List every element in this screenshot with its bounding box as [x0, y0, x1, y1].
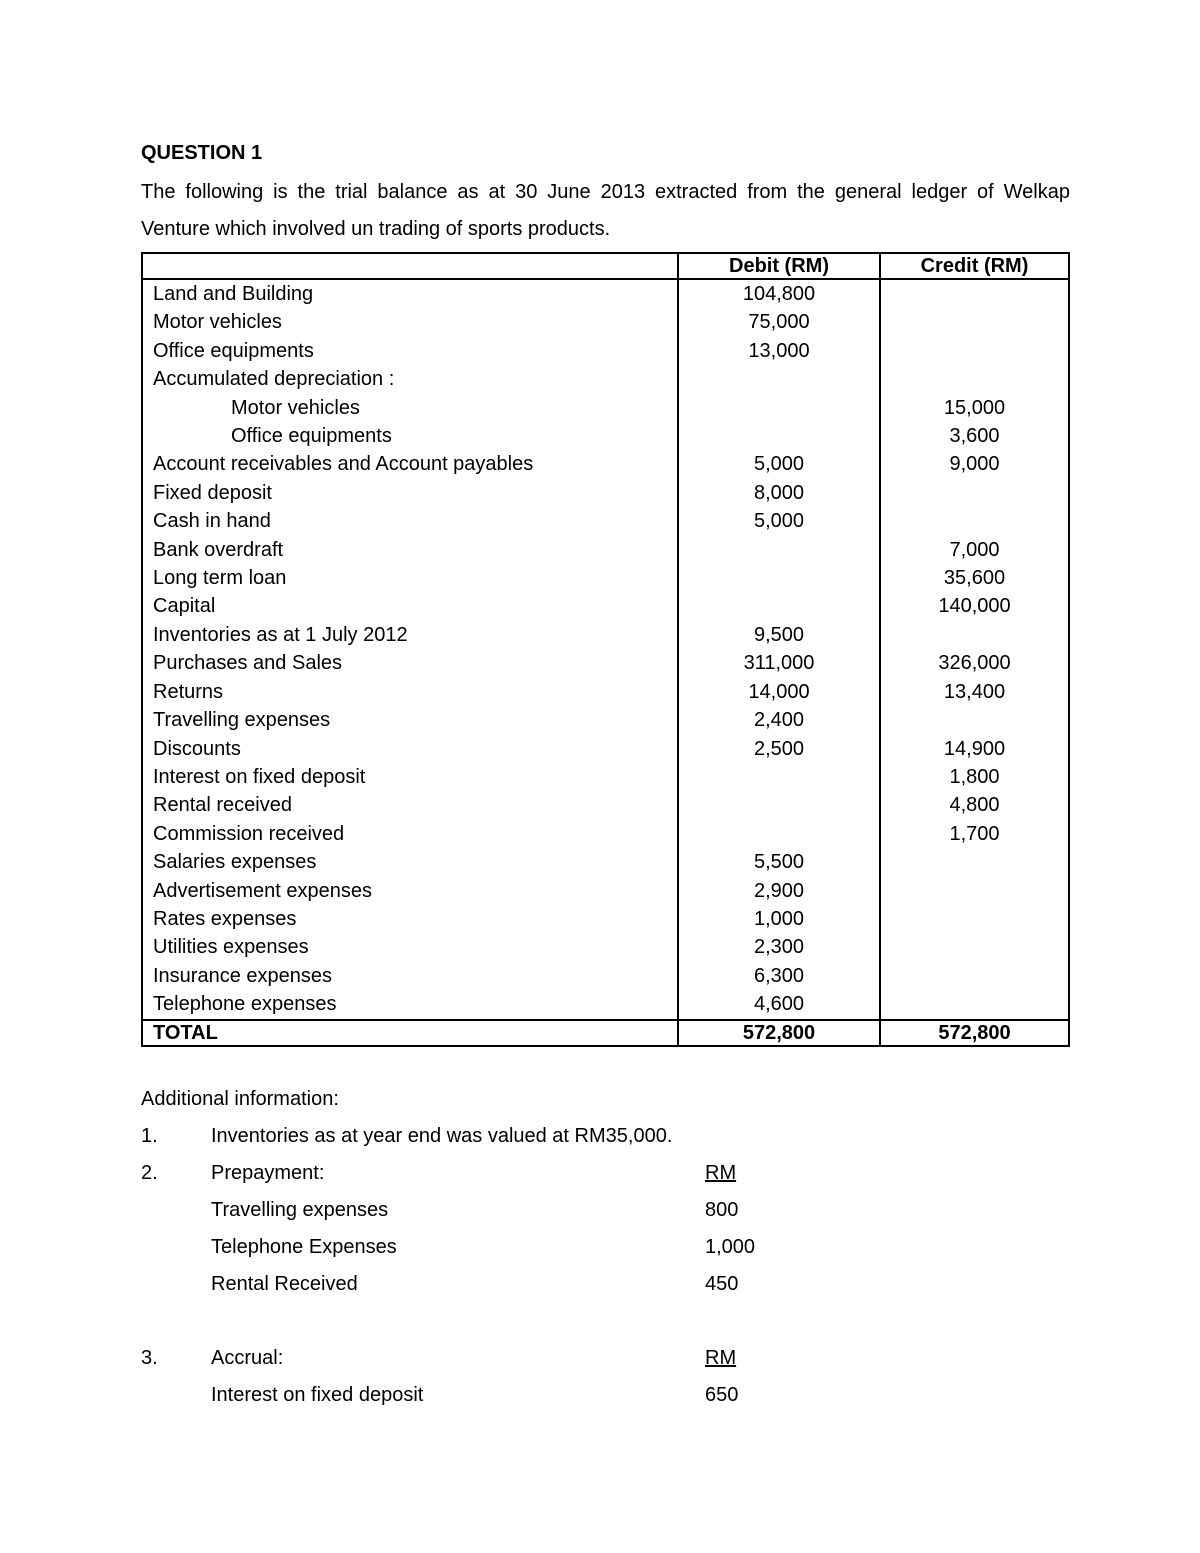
row-debit: [678, 365, 880, 393]
table-row: [142, 791, 1069, 819]
item-number: 1.: [141, 1124, 158, 1147]
row-debit: 75,000: [678, 308, 880, 336]
header-credit: Credit (RM): [880, 253, 1069, 279]
unit-heading: RM: [705, 1161, 737, 1184]
row-credit: [880, 479, 1069, 507]
header-description: [142, 253, 678, 279]
row-debit: 5,000: [678, 507, 880, 535]
row-debit: [678, 763, 880, 791]
item-number: 2.: [141, 1161, 158, 1184]
row-label: Motor vehicles: [142, 394, 678, 422]
table-row: [142, 735, 1069, 763]
row-label: Advertisement expenses: [142, 877, 678, 905]
table-row: [142, 962, 1069, 990]
row-credit: [880, 905, 1069, 933]
question-title: QUESTION 1: [141, 142, 263, 164]
row-credit: [880, 365, 1069, 393]
line-label: Travelling expenses: [211, 1198, 389, 1221]
row-debit: [678, 422, 880, 450]
row-label: Account receivables and Account payables: [142, 450, 678, 478]
row-credit: 4,800: [880, 791, 1069, 819]
total-label: TOTAL: [142, 1020, 678, 1046]
table-row: [142, 479, 1069, 507]
additional-item-3: [141, 1340, 1070, 1377]
item-text: Inventories as at year end was valued at RM35,000.: [211, 1124, 673, 1147]
row-credit: 3,600: [880, 422, 1069, 450]
row-credit: 1,800: [880, 763, 1069, 791]
prepayment-line: [141, 1192, 1070, 1229]
row-label: Fixed deposit: [142, 479, 678, 507]
row-debit: 14,000: [678, 678, 880, 706]
row-debit: [678, 564, 880, 592]
row-debit: 4,600: [678, 990, 880, 1019]
table-header-row: [142, 253, 1069, 279]
row-credit: [880, 962, 1069, 990]
row-debit: 2,900: [678, 877, 880, 905]
line-label: Interest on fixed deposit: [211, 1383, 424, 1406]
line-value: 450: [705, 1272, 739, 1295]
row-label: Interest on fixed deposit: [142, 763, 678, 791]
row-credit: 1,700: [880, 820, 1069, 848]
table-row: [142, 933, 1069, 961]
row-credit: [880, 507, 1069, 535]
document-page: [141, 138, 1070, 1414]
row-credit: 326,000: [880, 649, 1069, 677]
table-row: [142, 706, 1069, 734]
row-credit: [880, 990, 1069, 1019]
row-label: Accumulated depreciation :: [142, 365, 678, 393]
row-credit: [880, 337, 1069, 365]
row-debit: 8,000: [678, 479, 880, 507]
table-row: [142, 365, 1069, 393]
total-debit: 572,800: [678, 1020, 880, 1046]
row-label: Insurance expenses: [142, 962, 678, 990]
table-row: [142, 763, 1069, 791]
line-value: 800: [705, 1198, 739, 1221]
row-label: Telephone expenses: [142, 990, 678, 1019]
table-row: [142, 536, 1069, 564]
row-debit: 5,000: [678, 450, 880, 478]
row-debit: 311,000: [678, 649, 880, 677]
row-debit: 5,500: [678, 848, 880, 876]
prepayment-line: [141, 1266, 1070, 1303]
additional-item-1: [141, 1118, 1070, 1155]
row-label: Returns: [142, 678, 678, 706]
additional-information: [141, 1081, 1070, 1414]
row-debit: 6,300: [678, 962, 880, 990]
line-label: Rental Received: [211, 1272, 358, 1295]
row-debit: 104,800: [678, 279, 880, 308]
row-label: Discounts: [142, 735, 678, 763]
row-credit: [880, 621, 1069, 649]
row-debit: 2,500: [678, 735, 880, 763]
row-label: Office equipments: [142, 422, 678, 450]
row-label: Salaries expenses: [142, 848, 678, 876]
row-label: Commission received: [142, 820, 678, 848]
row-debit: 2,300: [678, 933, 880, 961]
table-row: [142, 308, 1069, 336]
row-label: Travelling expenses: [142, 706, 678, 734]
line-label: Telephone Expenses: [211, 1235, 397, 1258]
row-debit: 13,000: [678, 337, 880, 365]
row-credit: [880, 877, 1069, 905]
row-label: Purchases and Sales: [142, 649, 678, 677]
table-row: [142, 848, 1069, 876]
total-row: [142, 1020, 1069, 1046]
item-text: Accrual:: [211, 1346, 284, 1369]
question-intro: The following is the trial balance as at 30 June 2013 extracted from the general ledger of Welkap Venture which involved un trading of sports products.: [141, 181, 1070, 240]
row-credit: 35,600: [880, 564, 1069, 592]
row-credit: 13,400: [880, 678, 1069, 706]
row-label: Motor vehicles: [142, 308, 678, 336]
row-credit: [880, 308, 1069, 336]
table-row: [142, 649, 1069, 677]
row-label: Bank overdraft: [142, 536, 678, 564]
prepayment-line: [141, 1229, 1070, 1266]
table-row: [142, 820, 1069, 848]
row-debit: 1,000: [678, 905, 880, 933]
row-credit: [880, 279, 1069, 308]
row-credit: 140,000: [880, 592, 1069, 620]
row-debit: 2,400: [678, 706, 880, 734]
row-label: Land and Building: [142, 279, 678, 308]
table-row: [142, 990, 1069, 1019]
trial-balance-table: [141, 252, 1070, 1047]
table-row: [142, 905, 1069, 933]
header-debit: Debit (RM): [678, 253, 880, 279]
accrual-line: [141, 1377, 1070, 1414]
row-credit: [880, 848, 1069, 876]
row-label: Inventories as at 1 July 2012: [142, 621, 678, 649]
row-debit: 9,500: [678, 621, 880, 649]
table-row: [142, 877, 1069, 905]
row-label: Rental received: [142, 791, 678, 819]
row-credit: 7,000: [880, 536, 1069, 564]
row-debit: [678, 536, 880, 564]
table-row: [142, 450, 1069, 478]
row-label: Rates expenses: [142, 905, 678, 933]
table-row: [142, 507, 1069, 535]
table-row: [142, 621, 1069, 649]
trial-balance-body: [142, 279, 1069, 1020]
table-row: [142, 564, 1069, 592]
row-credit: 9,000: [880, 450, 1069, 478]
row-label: Cash in hand: [142, 507, 678, 535]
row-credit: 15,000: [880, 394, 1069, 422]
table-row: [142, 422, 1069, 450]
line-value: 1,000: [705, 1235, 756, 1258]
item-number: 3.: [141, 1346, 158, 1369]
item-text: Prepayment:: [211, 1161, 325, 1184]
table-row: [142, 337, 1069, 365]
line-value: 650: [705, 1383, 739, 1406]
row-debit: [678, 592, 880, 620]
row-label: Office equipments: [142, 337, 678, 365]
row-credit: [880, 706, 1069, 734]
table-row: [142, 592, 1069, 620]
row-label: Utilities expenses: [142, 933, 678, 961]
row-debit: [678, 394, 880, 422]
row-credit: 14,900: [880, 735, 1069, 763]
row-label: Capital: [142, 592, 678, 620]
additional-item-2: [141, 1155, 1070, 1192]
additional-heading: Additional information:: [141, 1087, 339, 1110]
unit-heading: RM: [705, 1346, 737, 1369]
total-credit: 572,800: [880, 1020, 1069, 1046]
row-debit: [678, 791, 880, 819]
row-credit: [880, 933, 1069, 961]
table-row: [142, 394, 1069, 422]
row-debit: [678, 820, 880, 848]
table-row: [142, 279, 1069, 308]
table-row: [142, 678, 1069, 706]
row-label: Long term loan: [142, 564, 678, 592]
